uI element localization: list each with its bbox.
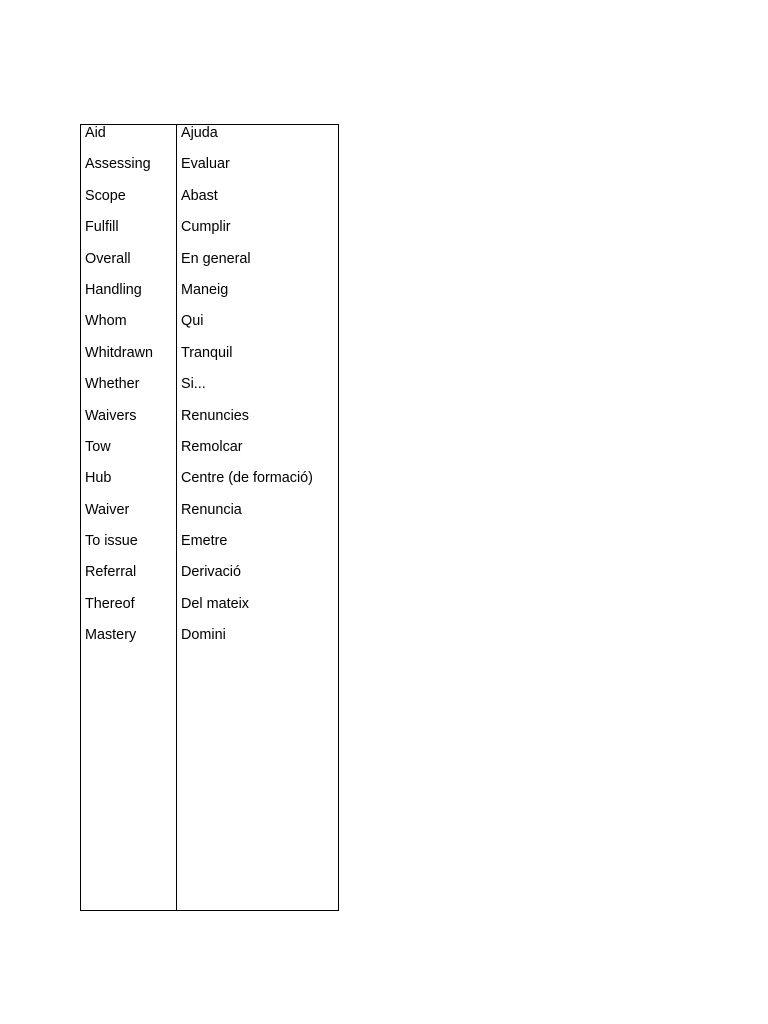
catalan-translation: Del mateix [181, 595, 249, 612]
catalan-translation: Si... [181, 376, 206, 393]
english-term: Scope [85, 187, 126, 204]
catalan-column [177, 125, 338, 910]
catalan-translation: Maneig [181, 281, 229, 298]
catalan-translation: Tranquil [181, 344, 233, 361]
vocabulary-table [80, 124, 339, 911]
catalan-translation: Ajuda [181, 125, 218, 141]
english-term: Waivers [85, 407, 137, 424]
english-column [81, 125, 177, 910]
catalan-translation: Evaluar [181, 156, 230, 173]
english-term: Whitdrawn [85, 344, 153, 361]
english-term: Hub [85, 470, 112, 487]
catalan-translation: Remolcar [181, 438, 243, 455]
catalan-translation: Qui [181, 313, 204, 330]
english-term: Whether [85, 376, 140, 393]
english-term: Aid [85, 125, 106, 141]
catalan-translation: Renuncia [181, 501, 242, 518]
catalan-translation: Abast [181, 187, 218, 204]
english-term: To issue [85, 533, 138, 550]
english-term: Fulfill [85, 219, 119, 236]
catalan-translation: Domini [181, 627, 226, 644]
catalan-translation: Centre (de formació) [181, 470, 313, 487]
english-term: Overall [85, 250, 131, 267]
catalan-translation: Derivació [181, 564, 241, 581]
english-term: Tow [85, 438, 111, 455]
catalan-translation: Cumplir [181, 219, 231, 236]
english-term: Referral [85, 564, 137, 581]
catalan-translation: En general [181, 250, 251, 267]
english-term: Handling [85, 281, 142, 298]
catalan-translation: Renuncies [181, 407, 249, 424]
english-term: Waiver [85, 501, 130, 518]
english-term: Whom [85, 313, 127, 330]
catalan-translation: Emetre [181, 533, 228, 550]
english-term: Assessing [85, 156, 151, 173]
english-term: Thereof [85, 595, 135, 612]
english-term: Mastery [85, 627, 137, 644]
